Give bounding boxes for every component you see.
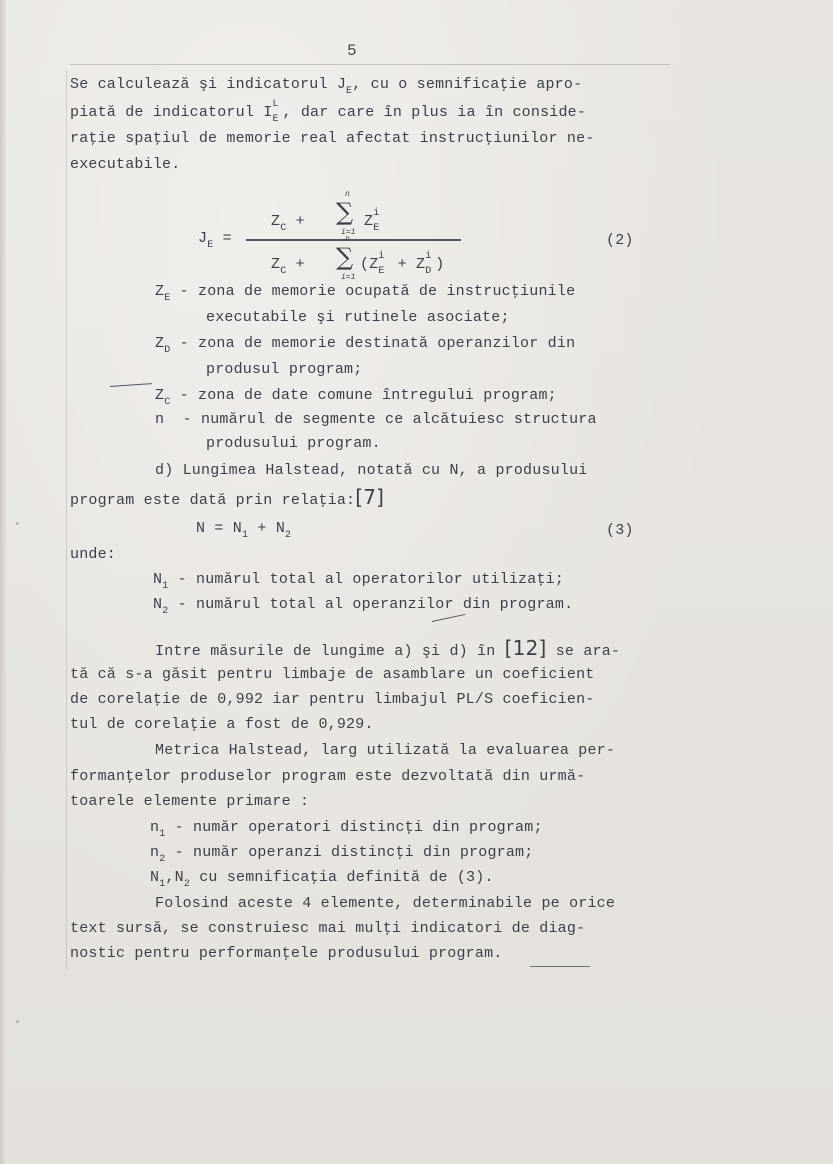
sigma-upper-limit: n	[345, 235, 350, 244]
closing-line-3: nostic pentru performanţele produsului program.	[70, 945, 503, 962]
definition-zd: $Z_D$ - zona de memorie destinată operanzilor din	[155, 335, 576, 356]
numerator-ze: Z i E	[364, 208, 380, 234]
binding-edge	[0, 0, 6, 1164]
fraction-bar	[246, 239, 461, 241]
numerator-zc: $Z_C$ +	[271, 213, 305, 234]
header-rule	[70, 64, 670, 65]
equation-number-2: (2)	[606, 232, 634, 249]
definition-n2: $N_2$ - numărul total al operanzilor din program.	[153, 596, 574, 617]
citation-ref-12: [12]	[504, 636, 547, 660]
sum-icon: ∑	[336, 243, 354, 271]
citation-ref-7: [7]	[355, 485, 385, 509]
definition-ze-cont: executabile şi rutinele asociate;	[206, 309, 510, 326]
halstead-length-line-2: program este dată prin relaţia:[7]	[70, 485, 385, 509]
equation-number-3: (3)	[606, 522, 634, 539]
sigma-lower-limit: i=1	[341, 228, 356, 237]
formula-lhs: $J_E$ =	[198, 230, 232, 251]
intro-line-4: executabile.	[70, 156, 181, 173]
definition-zc: $Z_C$ - zona de date comune întregului program;	[155, 387, 557, 408]
margin-line	[66, 70, 67, 970]
underline-mark	[530, 966, 590, 967]
pen-mark	[110, 383, 152, 387]
sum-icon: ∑	[336, 198, 354, 226]
punch-hole-mark	[16, 522, 19, 525]
closing-line-1: Folosind aceste 4 elemente, determinabile pe orice	[155, 895, 616, 912]
primary-element-n1: $n_1$ - număr operatori distincţi din program;	[150, 819, 543, 840]
definition-n1: $N_1$ - numărul total al operatorilor utilizaţi;	[153, 571, 565, 592]
metric-line-1: Metrica Halstead, larg utilizată la evaluarea per-	[155, 742, 616, 759]
sigma-lower-limit: i=1	[341, 273, 356, 282]
halstead-length-line-1: d) Lungimea Halstead, notată cu N, a produsului	[155, 462, 588, 479]
intro-line-1: Se calculează şi indicatorul $J_E$, cu o semnificaţie apro-	[70, 76, 583, 97]
metric-line-2: formanţelor produselor program este dezvoltată din urmă-	[70, 768, 586, 785]
page-number: 5	[347, 42, 357, 60]
definition-zd-cont: produsul program;	[206, 361, 363, 378]
primary-element-N1-N2: $N_1,N_2$ cu semnificaţia definită de (3).	[150, 869, 494, 890]
sigma-upper-limit: n	[345, 190, 350, 199]
metric-line-3: toarele elemente primare :	[70, 793, 310, 810]
correlation-line-4: tul de corelaţie a fost de 0,929.	[70, 716, 374, 733]
intro-line-2: piată de indicatorul I L E , dar care în plus ia în conside-	[70, 99, 587, 125]
intro-line-3: raţie spaţiul de memorie real afectat instrucţiunilor ne-	[70, 130, 595, 147]
definition-n: n - numărul de segmente ce alcătuiesc structura	[155, 411, 597, 428]
punch-hole-mark	[16, 1020, 19, 1023]
closing-line-2: text sursă, se construiesc mai mulţi indicatori de diag-	[70, 920, 586, 937]
correlation-line-2: tă că s-a găsit pentru limbaje de asamblare un coeficient	[70, 666, 595, 683]
definition-ze: $Z_E$ - zona de memorie ocupată de instrucţiunile	[155, 283, 576, 304]
unde-label: unde:	[70, 546, 117, 563]
correlation-line-3: de corelaţie de 0,992 iar pentru limbajul PL/S coeficien-	[70, 691, 595, 708]
correlation-line-1: Intre măsurile de lungime a) şi d) în [12] se ara-	[155, 636, 621, 660]
denominator-zc: $Z_C$ +	[271, 256, 305, 277]
denominator-sum-terms: (Z i E + Z i D )	[360, 251, 445, 277]
definition-n-cont: produsului program.	[206, 435, 381, 452]
formula-3: $N = N_1 + N_2$	[196, 520, 292, 541]
primary-element-n2: $n_2$ - număr operanzi distincţi din program;	[150, 844, 534, 865]
